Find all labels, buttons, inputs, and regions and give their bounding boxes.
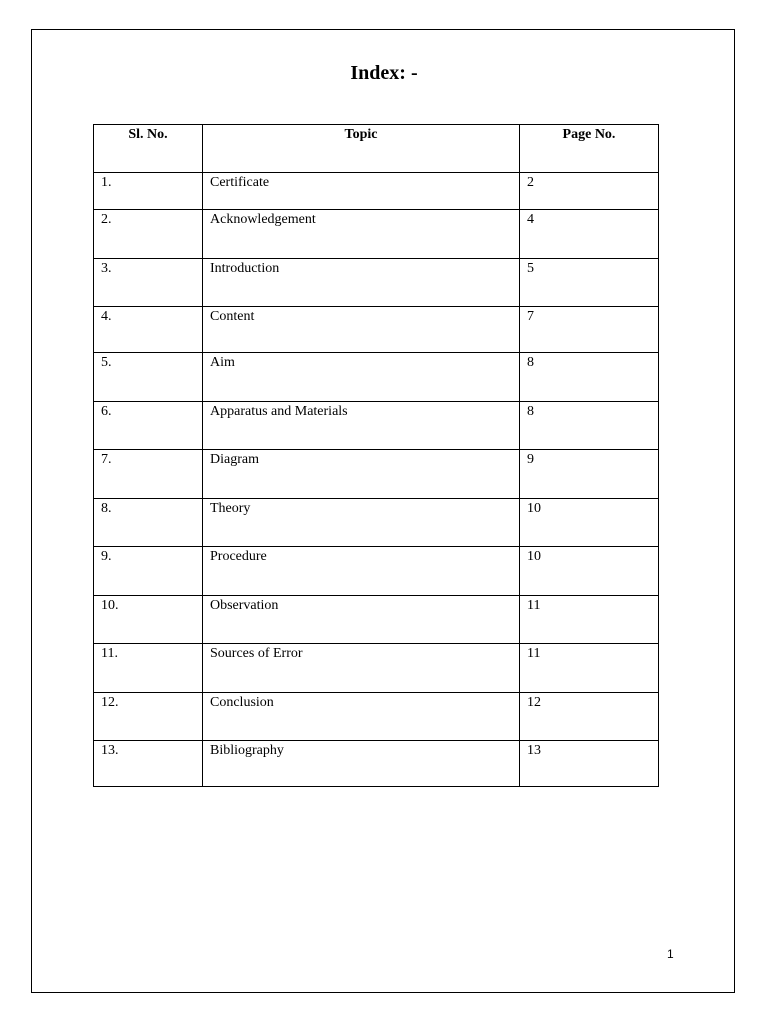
sl-no-cell: 5. bbox=[94, 353, 203, 402]
page-no-cell: 10 bbox=[520, 547, 659, 596]
sl-no-cell: 4. bbox=[94, 307, 203, 353]
page-no-cell: 11 bbox=[520, 644, 659, 693]
topic-cell: Content bbox=[203, 307, 520, 353]
table-row bbox=[94, 210, 659, 259]
table-row bbox=[94, 644, 659, 693]
topic-cell: Conclusion bbox=[203, 693, 520, 741]
page-no-cell: 12 bbox=[520, 693, 659, 741]
sl-no-cell: 9. bbox=[94, 547, 203, 596]
page-title: Index: - bbox=[350, 62, 418, 84]
header-topic: Topic bbox=[203, 125, 520, 173]
table-row bbox=[94, 596, 659, 644]
table-row bbox=[94, 547, 659, 596]
sl-no-cell: 1. bbox=[94, 173, 203, 210]
topic-cell: Theory bbox=[203, 499, 520, 547]
table-row bbox=[94, 402, 659, 450]
table-row bbox=[94, 499, 659, 547]
sl-no-cell: 11. bbox=[94, 644, 203, 693]
header-page-no: Page No. bbox=[520, 125, 659, 173]
page-no-cell: 4 bbox=[520, 210, 659, 259]
page-no-cell: 11 bbox=[520, 596, 659, 644]
topic-cell: Bibliography bbox=[203, 741, 520, 787]
sl-no-cell: 6. bbox=[94, 402, 203, 450]
page-no-cell: 5 bbox=[520, 259, 659, 307]
table-row bbox=[94, 307, 659, 353]
topic-cell: Diagram bbox=[203, 450, 520, 499]
topic-cell: Introduction bbox=[203, 259, 520, 307]
topic-cell: Procedure bbox=[203, 547, 520, 596]
topic-cell: Acknowledgement bbox=[203, 210, 520, 259]
header-sl-no: Sl. No. bbox=[94, 125, 203, 173]
table-row bbox=[94, 450, 659, 499]
page-no-cell: 8 bbox=[520, 353, 659, 402]
sl-no-cell: 3. bbox=[94, 259, 203, 307]
topic-cell: Apparatus and Materials bbox=[203, 402, 520, 450]
sl-no-cell: 10. bbox=[94, 596, 203, 644]
page-no-cell: 13 bbox=[520, 741, 659, 787]
page-no-cell: 7 bbox=[520, 307, 659, 353]
topic-cell: Sources of Error bbox=[203, 644, 520, 693]
table-row bbox=[94, 259, 659, 307]
sl-no-cell: 7. bbox=[94, 450, 203, 499]
topic-cell: Aim bbox=[203, 353, 520, 402]
sl-no-cell: 13. bbox=[94, 741, 203, 787]
page-number: 1 bbox=[667, 947, 674, 961]
table-row bbox=[94, 173, 659, 210]
page-no-cell: 8 bbox=[520, 402, 659, 450]
page-no-cell: 9 bbox=[520, 450, 659, 499]
sl-no-cell: 2. bbox=[94, 210, 203, 259]
sl-no-cell: 8. bbox=[94, 499, 203, 547]
page-no-cell: 10 bbox=[520, 499, 659, 547]
sl-no-cell: 12. bbox=[94, 693, 203, 741]
table-header-row bbox=[94, 125, 659, 173]
index-table bbox=[93, 124, 659, 787]
table-row bbox=[94, 353, 659, 402]
topic-cell: Certificate bbox=[203, 173, 520, 210]
table-row bbox=[94, 693, 659, 741]
topic-cell: Observation bbox=[203, 596, 520, 644]
page-no-cell: 2 bbox=[520, 173, 659, 210]
table-row bbox=[94, 741, 659, 787]
